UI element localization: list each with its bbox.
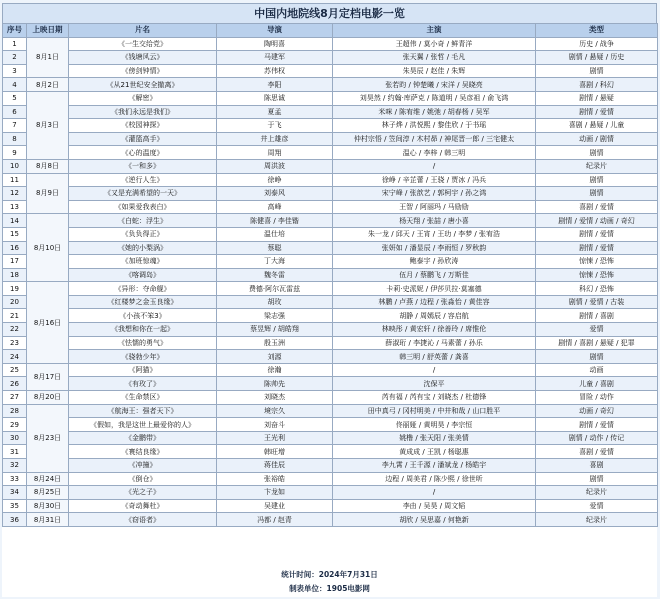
movie-title: 《从21世纪安全撤离》 <box>69 78 217 92</box>
row-number: 25 <box>3 363 27 377</box>
movie-genre: 剧情 / 爱情 <box>536 105 658 119</box>
table-row <box>3 159 658 173</box>
table-row <box>3 187 658 201</box>
movie-cast: 李九霄 / 王千源 / 潘斌龙 / 杨皓宇 <box>333 459 536 473</box>
movie-cast: / <box>333 159 536 173</box>
table-row <box>3 214 658 228</box>
movie-genre: 剧情 <box>536 350 658 364</box>
movie-director: 李阳 <box>217 78 333 92</box>
movie-director: 蔡聪 <box>217 241 333 255</box>
movie-title: 《光之子》 <box>69 486 217 500</box>
table-row <box>3 255 658 269</box>
movie-director: 卞龙如 <box>217 486 333 500</box>
movie-genre: 剧情 / 爱情 / 动画 / 奇幻 <box>536 214 658 228</box>
movie-genre: 剧情 <box>536 64 658 78</box>
movie-cast: / <box>333 363 536 377</box>
row-number: 20 <box>3 295 27 309</box>
table-row <box>3 404 658 418</box>
movie-genre: 动画 / 剧情 <box>536 132 658 146</box>
row-number: 31 <box>3 445 27 459</box>
movie-cast: 徐峥 / 辛芷蕾 / 王骁 / 贾冰 / 冯兵 <box>333 173 536 187</box>
movie-genre: 剧情 <box>536 187 658 201</box>
movie-director: 韩旺增 <box>217 445 333 459</box>
movie-director: 周洪波 <box>217 159 333 173</box>
movie-cast: 黄成成 / 王凯 / 杨聪惠 <box>333 445 536 459</box>
movie-title: 《喀调岛》 <box>69 268 217 282</box>
table-row <box>3 309 658 323</box>
movie-director: 陈健喜 / 李佳锴 <box>217 214 333 228</box>
movie-director: 蒋佳辰 <box>217 459 333 473</box>
release-date: 8月30日 <box>27 499 69 513</box>
row-number: 18 <box>3 268 27 282</box>
table-row <box>3 132 658 146</box>
movie-cast: 张若昀 / 钟楚曦 / 宋洋 / 吴晓亮 <box>333 78 536 92</box>
movie-cast: 米咪 / 陈宥维 / 姚弛 / 胡春杨 / 吴军 <box>333 105 536 119</box>
row-number: 28 <box>3 404 27 418</box>
release-date: 8月20日 <box>27 391 69 405</box>
header-director: 导演 <box>217 24 333 38</box>
movie-genre: 儿童 / 喜剧 <box>536 377 658 391</box>
movie-genre: 剧情 / 动作 / 传记 <box>536 431 658 445</box>
movie-director: 于飞 <box>217 119 333 133</box>
row-number: 19 <box>3 282 27 296</box>
movie-genre: 爱情 <box>536 323 658 337</box>
movie-genre: 剧情 / 喜剧 / 悬疑 / 犯罪 <box>536 336 658 350</box>
table-row <box>3 323 658 337</box>
movie-table <box>2 23 658 527</box>
row-number: 26 <box>3 377 27 391</box>
movie-cast: 张妍如 / 潘显辰 / 李雨恒 / 罗秋韵 <box>333 241 536 255</box>
movie-cast: 芮有福 / 芮有宝 / 刘晓杰 / 杜德锋 <box>333 391 536 405</box>
release-date: 8月16日 <box>27 282 69 364</box>
movie-genre: 剧情 / 爱情 / 古装 <box>536 295 658 309</box>
table-row <box>3 282 658 296</box>
release-date: 8月9日 <box>27 173 69 214</box>
row-number: 1 <box>3 37 27 51</box>
row-number: 22 <box>3 323 27 337</box>
table-row <box>3 37 658 51</box>
table-row <box>3 268 658 282</box>
movie-genre: 喜剧 / 爱情 <box>536 200 658 214</box>
movie-title: 《加班惊魂》 <box>69 255 217 269</box>
movie-cast: 田中真弓 / 冈村明美 / 中井和哉 / 山口胜平 <box>333 404 536 418</box>
table-row <box>3 78 658 92</box>
movie-genre: 剧情 <box>536 472 658 486</box>
movie-genre: 喜剧 <box>536 459 658 473</box>
movie-director: 苏伟权 <box>217 64 333 78</box>
table-body <box>3 37 658 526</box>
movie-title: 《骁勃少年》 <box>69 350 217 364</box>
movie-cast: 薛淑珩 / 李捷沁 / 马素蕾 / 孙乐 <box>333 336 536 350</box>
row-number: 24 <box>3 350 27 364</box>
movie-title: 《逆行人生》 <box>69 173 217 187</box>
row-number: 6 <box>3 105 27 119</box>
table-row <box>3 513 658 527</box>
movie-title: 《怯懦的勇气》 <box>69 336 217 350</box>
movie-title: 《心的温度》 <box>69 146 217 160</box>
movie-title: 《假如，我是这世上最爱你的人》 <box>69 418 217 432</box>
movie-title: 《航海王：强者天下》 <box>69 404 217 418</box>
table-row <box>3 241 658 255</box>
movie-genre: 纪录片 <box>536 486 658 500</box>
movie-director: 徐瀚 <box>217 363 333 377</box>
table-row <box>3 146 658 160</box>
movie-title: 《生命禁区》 <box>69 391 217 405</box>
movie-genre: 爱情 <box>536 499 658 513</box>
movie-title: 《奇动舞杜》 <box>69 499 217 513</box>
movie-genre: 科幻 / 恐怖 <box>536 282 658 296</box>
movie-cast: 佟丽娅 / 黄明昊 / 李宗恒 <box>333 418 536 432</box>
movie-genre: 惊悚 / 恐怖 <box>536 268 658 282</box>
movie-cast: 刘昊然 / 约翰·库萨克 / 陈道明 / 吴彦祖 / 俞飞鸿 <box>333 91 536 105</box>
table-row <box>3 445 658 459</box>
movie-cast: 姚橹 / 张天阳 / 张美情 <box>333 431 536 445</box>
movie-director: 费德·阿尔瓦雷兹 <box>217 282 333 296</box>
movie-director: 马建军 <box>217 51 333 65</box>
movie-title: 《小孩不笨3》 <box>69 309 217 323</box>
movie-title: 《解密》 <box>69 91 217 105</box>
movie-title: 《有玫了》 <box>69 377 217 391</box>
movie-genre: 惊悚 / 恐怖 <box>536 255 658 269</box>
movie-title: 《校园神探》 <box>69 119 217 133</box>
table-row <box>3 336 658 350</box>
row-number: 23 <box>3 336 27 350</box>
row-number: 10 <box>3 159 27 173</box>
movie-director: 刘源 <box>217 350 333 364</box>
movie-genre: 剧情 <box>536 173 658 187</box>
row-number: 33 <box>3 472 27 486</box>
stat-time: 统计时间：2024年7月31日 <box>281 570 378 579</box>
release-date: 8月8日 <box>27 159 69 173</box>
movie-cast: 朱一龙 / 邱天 / 王宵 / 王玏 / 李梦 / 张宥浩 <box>333 227 536 241</box>
header-title: 片名 <box>69 24 217 38</box>
row-number: 4 <box>3 78 27 92</box>
release-date: 8月10日 <box>27 214 69 282</box>
movie-director: 周翔 <box>217 146 333 160</box>
row-number: 3 <box>3 64 27 78</box>
movie-cast: 边程 / 周美君 / 陈少熙 / 徐世昕 <box>333 472 536 486</box>
movie-director: 刘奋斗 <box>217 418 333 432</box>
movie-director: 陈帅先 <box>217 377 333 391</box>
table-row <box>3 363 658 377</box>
movie-title: 《寰结良缘》 <box>69 445 217 459</box>
movie-title: 《又是充满希望的一天》 <box>69 187 217 201</box>
header-no: 序号 <box>3 24 27 38</box>
table-row <box>3 391 658 405</box>
row-number: 27 <box>3 391 27 405</box>
row-number: 30 <box>3 431 27 445</box>
header-genre: 类型 <box>536 24 658 38</box>
table-row <box>3 200 658 214</box>
movie-director: 殷玉洲 <box>217 336 333 350</box>
movie-cast: 沈保平 <box>333 377 536 391</box>
row-number: 29 <box>3 418 27 432</box>
header-cast: 主演 <box>333 24 536 38</box>
movie-director: 刘晓杰 <box>217 391 333 405</box>
movie-genre: 剧情 / 喜剧 <box>536 309 658 323</box>
movie-cast: 胡欣 / 吴思嘉 / 何艳新 <box>333 513 536 527</box>
movie-director: 蔡昱辉 / 胡皓翔 <box>217 323 333 337</box>
movie-title: 《红楼梦之金玉良缘》 <box>69 295 217 309</box>
row-number: 35 <box>3 499 27 513</box>
row-number: 15 <box>3 227 27 241</box>
table-row <box>3 227 658 241</box>
table-row <box>3 119 658 133</box>
table-row <box>3 91 658 105</box>
movie-director: 张裕皓 <box>217 472 333 486</box>
movie-director: 吴建业 <box>217 499 333 513</box>
movie-cast: 伍月 / 蔡鹏飞 / 万斯佳 <box>333 268 536 282</box>
movie-title: 《阿猫》 <box>69 363 217 377</box>
movie-genre: 动画 <box>536 363 658 377</box>
movie-director: 魏冬雷 <box>217 268 333 282</box>
table-row <box>3 350 658 364</box>
movie-genre: 剧情 / 爱情 <box>536 418 658 432</box>
header-row <box>3 24 658 38</box>
row-number: 17 <box>3 255 27 269</box>
row-number: 14 <box>3 214 27 228</box>
row-number: 5 <box>3 91 27 105</box>
movie-director: 陶明喜 <box>217 37 333 51</box>
movie-genre: 喜剧 / 科幻 <box>536 78 658 92</box>
row-number: 8 <box>3 132 27 146</box>
movie-director: 温仕培 <box>217 227 333 241</box>
table-row <box>3 486 658 500</box>
movie-genre: 剧情 / 悬疑 <box>536 91 658 105</box>
row-number: 13 <box>3 200 27 214</box>
movie-title: 《负负得正》 <box>69 227 217 241</box>
producer: 制表单位：1905电影网 <box>289 584 370 593</box>
table-row <box>3 459 658 473</box>
table-row <box>3 105 658 119</box>
table-row <box>3 295 658 309</box>
movie-title: 《我想和你在一起》 <box>69 323 217 337</box>
header-date: 上映日期 <box>27 24 69 38</box>
table-row <box>3 418 658 432</box>
table-title: 中国内地院线8月定档电影一览 <box>2 3 657 23</box>
release-date: 8月1日 <box>27 37 69 78</box>
release-date: 8月31日 <box>27 513 69 527</box>
table-row <box>3 64 658 78</box>
movie-title: 《我们永远是我们》 <box>69 105 217 119</box>
movie-director: 陈思诚 <box>217 91 333 105</box>
schedule-sheet <box>2 3 657 597</box>
movie-title: 《她的小梨涡》 <box>69 241 217 255</box>
movie-cast: 仲村宗悟 / 笠间淳 / 木村昴 / 神尾晋一郎 / 三宅健太 <box>333 132 536 146</box>
row-number: 9 <box>3 146 27 160</box>
movie-director: 刘泰风 <box>217 187 333 201</box>
movie-cast: / <box>333 486 536 500</box>
movie-genre: 纪录片 <box>536 513 658 527</box>
row-number: 21 <box>3 309 27 323</box>
movie-title: 《窃语者》 <box>69 513 217 527</box>
movie-genre: 剧情 / 爱情 <box>536 241 658 255</box>
movie-cast: 王超伟 / 莫小奇 / 鲜青洋 <box>333 37 536 51</box>
movie-director: 夏孟 <box>217 105 333 119</box>
movie-director: 胡玫 <box>217 295 333 309</box>
movie-genre: 剧情 / 悬疑 / 历史 <box>536 51 658 65</box>
movie-cast: 王智 / 阿丽玛 / 马励励 <box>333 200 536 214</box>
movie-title: 《一生交给党》 <box>69 37 217 51</box>
row-number: 34 <box>3 486 27 500</box>
movie-cast: 杨天翔 / 张喆 / 唐小喜 <box>333 214 536 228</box>
row-number: 7 <box>3 119 27 133</box>
table-row <box>3 472 658 486</box>
movie-director: 王光利 <box>217 431 333 445</box>
movie-cast: 鲍泰宇 / 孙欣涛 <box>333 255 536 269</box>
release-date: 8月24日 <box>27 472 69 486</box>
movie-title: 《白蛇：浮生》 <box>69 214 217 228</box>
movie-cast: 李由 / 吴昊 / 周文韬 <box>333 499 536 513</box>
movie-cast: 朱昊辰 / 赵佳 / 朱辉 <box>333 64 536 78</box>
movie-title: 《傍剑钟情》 <box>69 64 217 78</box>
movie-cast: 卡莉·史派妮 / 伊莎贝拉·莫塞德 <box>333 282 536 296</box>
movie-title: 《灌篮高手》 <box>69 132 217 146</box>
release-date: 8月23日 <box>27 404 69 472</box>
table-row <box>3 173 658 187</box>
movie-cast: 林子烨 / 洪悦熙 / 黎佳欣 / 于书瑶 <box>333 119 536 133</box>
movie-director: 井上雄彦 <box>217 132 333 146</box>
movie-director: 丁大海 <box>217 255 333 269</box>
movie-title: 《异形：夺命舰》 <box>69 282 217 296</box>
movie-genre: 剧情 <box>536 146 658 160</box>
movie-cast: 林鹏 / 卢燕 / 边程 / 张淼怡 / 黄佳容 <box>333 295 536 309</box>
row-number: 16 <box>3 241 27 255</box>
movie-cast: 温心 / 李梓 / 韩三明 <box>333 146 536 160</box>
row-number: 36 <box>3 513 27 527</box>
row-number: 12 <box>3 187 27 201</box>
movie-director: 徐峥 <box>217 173 333 187</box>
movie-director: 高峰 <box>217 200 333 214</box>
movie-cast: 宋宁峰 / 张歆艺 / 郭柯宇 / 孙之鸿 <box>333 187 536 201</box>
movie-title: 《钱塘风云》 <box>69 51 217 65</box>
movie-genre: 喜剧 / 爱情 <box>536 445 658 459</box>
movie-title: 《冲撞》 <box>69 459 217 473</box>
movie-title: 《倒仓》 <box>69 472 217 486</box>
movie-title: 《如果爱我表白》 <box>69 200 217 214</box>
movie-genre: 动画 / 奇幻 <box>536 404 658 418</box>
release-date: 8月3日 <box>27 91 69 159</box>
table-row <box>3 431 658 445</box>
movie-genre: 纪录片 <box>536 159 658 173</box>
table-row <box>3 499 658 513</box>
movie-director: 梁志强 <box>217 309 333 323</box>
movie-title: 《一和多》 <box>69 159 217 173</box>
table-row <box>3 51 658 65</box>
table-row <box>3 377 658 391</box>
movie-genre: 冒险 / 动作 <box>536 391 658 405</box>
movie-genre: 历史 / 战争 <box>536 37 658 51</box>
movie-cast: 张天翼 / 张哲 / 毛凡 <box>333 51 536 65</box>
row-number: 32 <box>3 459 27 473</box>
movie-cast: 胡静 / 周嫣辰 / 容启航 <box>333 309 536 323</box>
row-number: 11 <box>3 173 27 187</box>
movie-cast: 韩三明 / 舒英蕾 / 龚喜 <box>333 350 536 364</box>
movie-director: 冯都 / 赵青 <box>217 513 333 527</box>
movie-director: 境宗久 <box>217 404 333 418</box>
release-date: 8月2日 <box>27 78 69 92</box>
movie-title: 《金鹏带》 <box>69 431 217 445</box>
row-number: 2 <box>3 51 27 65</box>
movie-genre: 剧情 / 爱情 <box>536 227 658 241</box>
release-date: 8月25日 <box>27 486 69 500</box>
release-date: 8月17日 <box>27 363 69 390</box>
movie-cast: 林映彤 / 黄宏轩 / 徐善玲 / 席惟伦 <box>333 323 536 337</box>
movie-genre: 喜剧 / 悬疑 / 儿童 <box>536 119 658 133</box>
